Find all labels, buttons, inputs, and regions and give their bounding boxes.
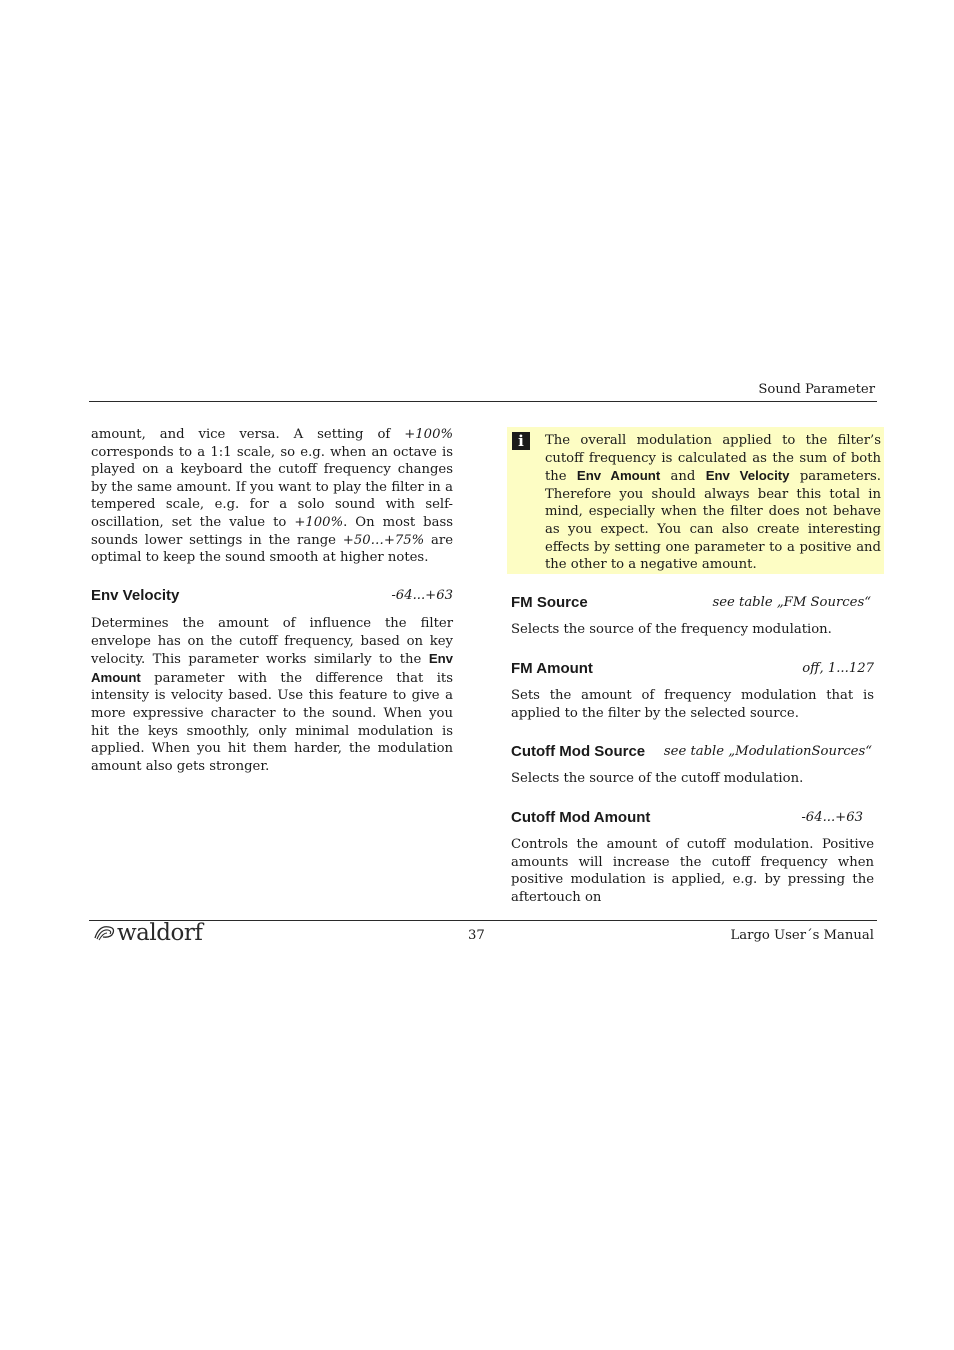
cutoff-mod-source-description: Selects the source of the cutoff modulation.	[511, 771, 804, 786]
note-env-velocity: Env Velocity	[705, 468, 790, 484]
cutoff-mod-source-title: Cutoff Mod Source	[511, 743, 646, 760]
note-text-3: parameters. Therefore you should always bear this total in mind, especially when the filter does not behave as you expect. You can also create interesting effects by setting one parameter to a positive and the other to a negative amount.	[545, 469, 881, 573]
intro-value-3: +50…+75%	[342, 532, 425, 548]
footer-rule	[89, 920, 877, 921]
intro-text-4: are optimal to keep the sound smooth at higher notes.	[91, 532, 453, 566]
env-velocity-text-1: Determines the amount of influence the filter envelope has on the cutoff frequency, based on key velocity. This parameter works similarly to the	[91, 616, 453, 668]
waldorf-swirl-icon	[93, 923, 117, 943]
cutoff-mod-source-range: see table „ModulationSources“	[663, 744, 872, 759]
env-velocity-title: Env Velocity	[91, 587, 180, 604]
env-velocity-description	[91, 615, 453, 775]
cutoff-mod-amount-title: Cutoff Mod Amount	[511, 809, 651, 826]
note-text-1: The overall modulation applied to the filter’s cutoff frequency is calculated as the sum of both the	[545, 433, 881, 485]
info-icon: i	[512, 432, 530, 450]
info-note-box	[507, 427, 884, 574]
fm-source-title: FM Source	[511, 594, 588, 611]
waldorf-logo	[93, 920, 202, 946]
section-title: Sound Parameter	[758, 382, 875, 397]
note-env-amount: Env Amount	[576, 468, 661, 484]
info-note-text	[545, 432, 881, 574]
page-number: 37	[468, 928, 485, 943]
cutoff-mod-amount-range: -64...+63	[801, 810, 863, 825]
fm-source-description: Selects the source of the frequency modulation.	[511, 622, 832, 637]
intro-text-2: corresponds to a 1:1 scale, so e.g. when an octave is played on a keyboard the cutoff frequency changes by the same amount. If you want to play the filter in a tempered scale, e.g. for a solo sound with self-oscillation, set the value to	[91, 444, 453, 530]
env-velocity-text-2: parameter with the difference that its intensity is velocity based. Use this feature to give a more expressive character to the sound. When you hit the keys smoothly, only minimal modulation is applied. When you hit them harder, the modulation amount also gets stronger.	[91, 670, 453, 774]
intro-paragraph	[91, 426, 453, 567]
cutoff-mod-amount-description: Controls the amount of cutoff modulation. Positive amounts will increase the cutoff frequency when positive modulation is applied, e.g. by pressing the aftertouch on	[511, 837, 874, 905]
manual-title: Largo User´s Manual	[730, 928, 874, 943]
intro-text-1: amount, and vice versa. A setting of	[91, 427, 405, 442]
env-amount-ref: Env Amount	[91, 651, 453, 685]
env-velocity-range: -64...+63	[391, 588, 453, 603]
fm-amount-title: FM Amount	[511, 660, 593, 677]
fm-source-range: see table „FM Sources“	[712, 595, 871, 610]
fm-amount-description: Sets the amount of frequency modulation that is applied to the filter by the selected source.	[511, 688, 874, 721]
note-text-2: and	[660, 469, 706, 485]
intro-text-3: . On most bass sounds lower settings in the range	[91, 514, 453, 548]
intro-value-2: +100%	[294, 514, 344, 530]
fm-amount-range: off, 1...127	[802, 661, 874, 676]
logo-text: waldorf	[117, 920, 203, 946]
header-rule	[89, 401, 877, 402]
intro-value-1: +100%	[404, 427, 453, 442]
